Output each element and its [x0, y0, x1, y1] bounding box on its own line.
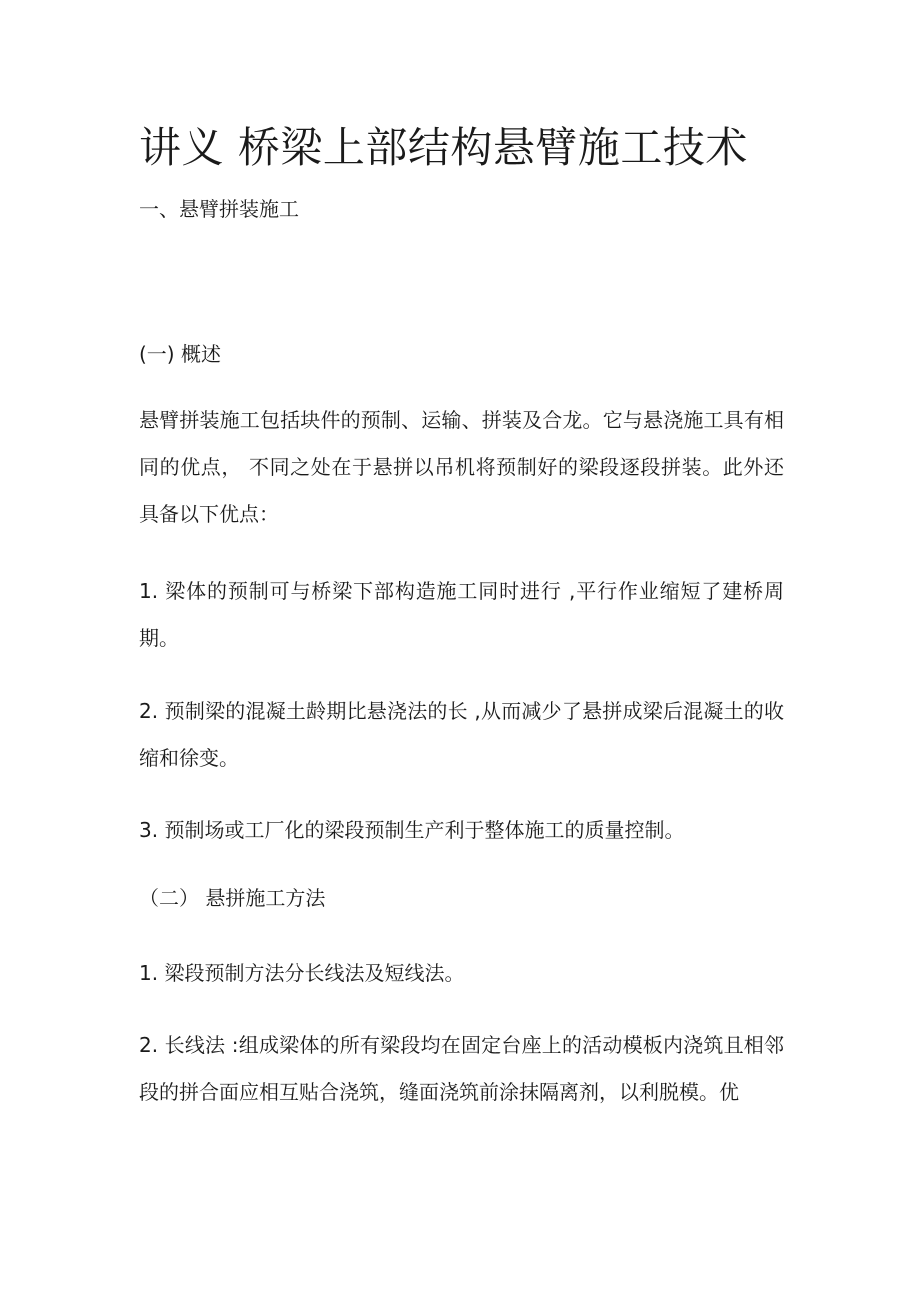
advantage-item-3: 3. 预制场或工厂化的梁段预制生产利于整体施工的质量控制。	[139, 818, 685, 842]
method-item-1: 1. 梁段预制方法分长线法及短线法。	[139, 961, 465, 985]
document-title: 讲义 桥梁上部结构悬臂施工技术	[139, 123, 748, 172]
advantage-item-1: 1. 梁体的预制可与桥梁下部构造施工同时进行 ,平行作业缩短了建桥周期。	[139, 579, 784, 650]
method-item-2: 2. 长线法 :组成梁体的所有梁段均在固定台座上的活动模板内浇筑且相邻段的拼合面应相互贴合浇筑，缝面浇筑前涂抹隔离剂，以利脱模。优	[139, 1033, 784, 1104]
subsection-heading-overview: (一) 概述	[139, 342, 221, 366]
intro-paragraph: 悬臂拼装施工包括块件的预制、运输、拼装及合龙。它与悬浇施工具有相同的优点， 不同之处在于悬拼以吊机将预制好的梁段逐段拼装。此外还具备以下优点：	[139, 408, 784, 526]
section-heading: 一、悬臂拼装施工	[139, 197, 299, 221]
subsection-heading-methods: （二） 悬拼施工方法	[139, 886, 326, 910]
advantage-item-2: 2. 预制梁的混凝土龄期比悬浇法的长 ,从而减少了悬拼成梁后混凝土的收缩和徐变。	[139, 699, 784, 770]
